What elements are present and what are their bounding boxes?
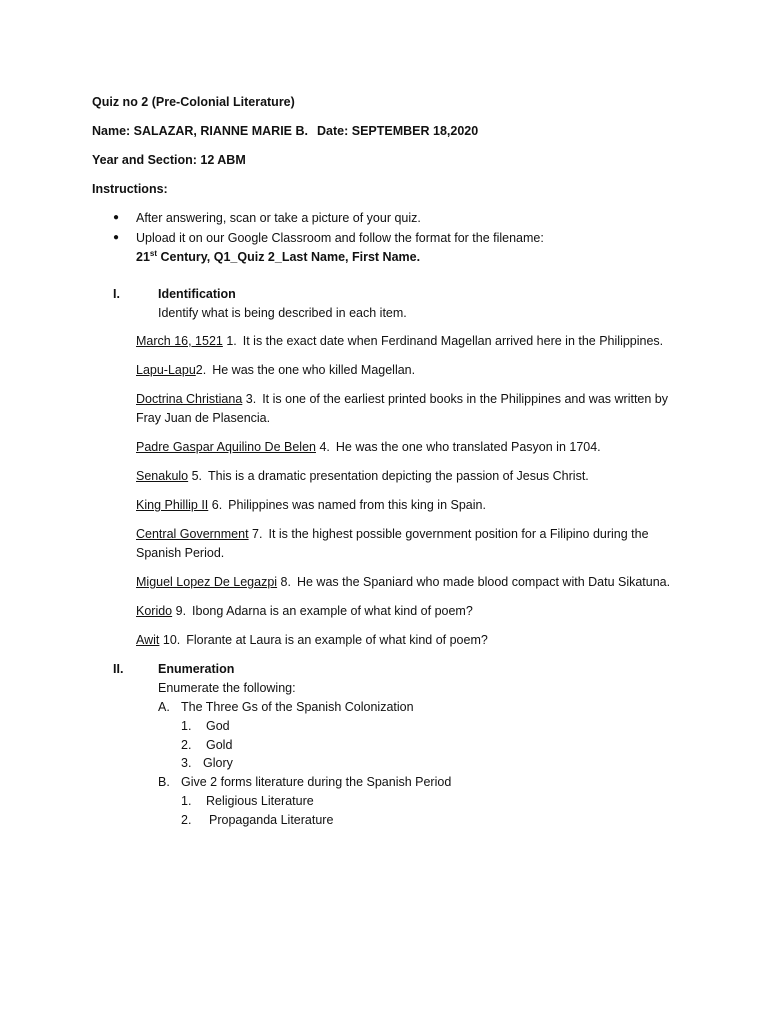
answer: Miguel Lopez De Legazpi — [136, 575, 278, 589]
list-item-number: 2. — [181, 738, 192, 752]
section-subtitle: Identify what is being described in each item. — [158, 306, 407, 320]
answer: March 16, 1521 — [136, 334, 223, 348]
year-section: Year and Section: 12 ABM — [92, 153, 246, 167]
list-item: Propaganda Literature — [209, 813, 334, 827]
identification-item: Padre Gaspar Aquilino De Belen 4. He was the one who translated Pasyon in 1704. — [136, 440, 601, 454]
identification-item: Lapu-Lapu2. He was the one who killed Magellan. — [136, 363, 416, 377]
identification-item: Central Government 7. It is the highest possible government position for a Filipino during the — [136, 527, 649, 541]
identification-item: Awit 10. Florante at Laura is an example of what kind of poem? — [136, 633, 488, 647]
list-item: Religious Literature — [206, 794, 314, 808]
section-numeral: I. — [113, 287, 120, 301]
list-item: God — [206, 719, 230, 733]
instruction-item: After answering, scan or take a picture of your quiz. — [136, 211, 421, 225]
identification-item: King Phillip II 6. Philippines was named from this king in Spain. — [136, 498, 486, 512]
bullet-icon: ● — [113, 232, 120, 243]
instructions-heading: Instructions: — [92, 182, 168, 196]
list-item-number: 1. — [181, 719, 192, 733]
identification-item: Korido 9. Ibong Adarna is an example of what kind of poem? — [136, 604, 473, 618]
section-title: Enumeration — [158, 662, 235, 676]
enumeration-group-heading: The Three Gs of the Spanish Colonization — [181, 700, 414, 714]
list-item: Gold — [206, 738, 233, 752]
identification-item: Miguel Lopez De Legazpi 8. He was the Spaniard who made blood compact with Datu Sikatuna. — [136, 575, 671, 589]
answer: Doctrina Christiana — [136, 392, 243, 406]
quiz-title: Quiz no 2 (Pre-Colonial Literature) — [92, 95, 295, 109]
list-item: Glory — [203, 756, 233, 770]
section-subtitle: Enumerate the following: — [158, 681, 296, 695]
student-name: Name: SALAZAR, RIANNE MARIE B. — [92, 124, 308, 138]
instruction-item: Upload it on our Google Classroom and follow the format for the filename: — [136, 231, 544, 245]
answer: King Phillip II — [136, 498, 209, 512]
answer: Lapu-Lapu — [136, 363, 196, 377]
identification-item: Doctrina Christiana 3. It is one of the earliest printed books in the Philippines and was written by — [136, 392, 668, 406]
quiz-date: Date: SEPTEMBER 18,2020 — [317, 124, 479, 138]
list-item-number: 1. — [181, 794, 192, 808]
list-item-number: 3. — [181, 756, 192, 770]
list-item-number: 2. — [181, 813, 192, 827]
enumeration-group-letter: A. — [158, 700, 170, 714]
answer: Senakulo — [136, 469, 189, 483]
enumeration-group-letter: B. — [158, 775, 170, 789]
answer: Padre Gaspar Aquilino De Belen — [136, 440, 316, 454]
answer: Central Government — [136, 527, 249, 541]
section-numeral: II. — [113, 662, 124, 676]
identification-item: March 16, 1521 1. It is the exact date when Ferdinand Magellan arrived here in the Philippines. — [136, 334, 664, 348]
section-title: Identification — [158, 287, 236, 301]
identification-item-continued: Spanish Period. — [136, 546, 225, 560]
identification-item: Senakulo 5. This is a dramatic presentation depicting the passion of Jesus Christ. — [136, 469, 589, 483]
identification-item-continued: Fray Juan de Plasencia. — [136, 411, 271, 425]
answer: Awit — [136, 633, 160, 647]
enumeration-group-heading: Give 2 forms literature during the Spanish Period — [181, 775, 452, 789]
filename-format: 21st Century, Q1_Quiz 2_Last Name, First Name. — [136, 248, 421, 264]
answer: Korido — [136, 604, 173, 618]
bullet-icon: ● — [113, 212, 120, 223]
